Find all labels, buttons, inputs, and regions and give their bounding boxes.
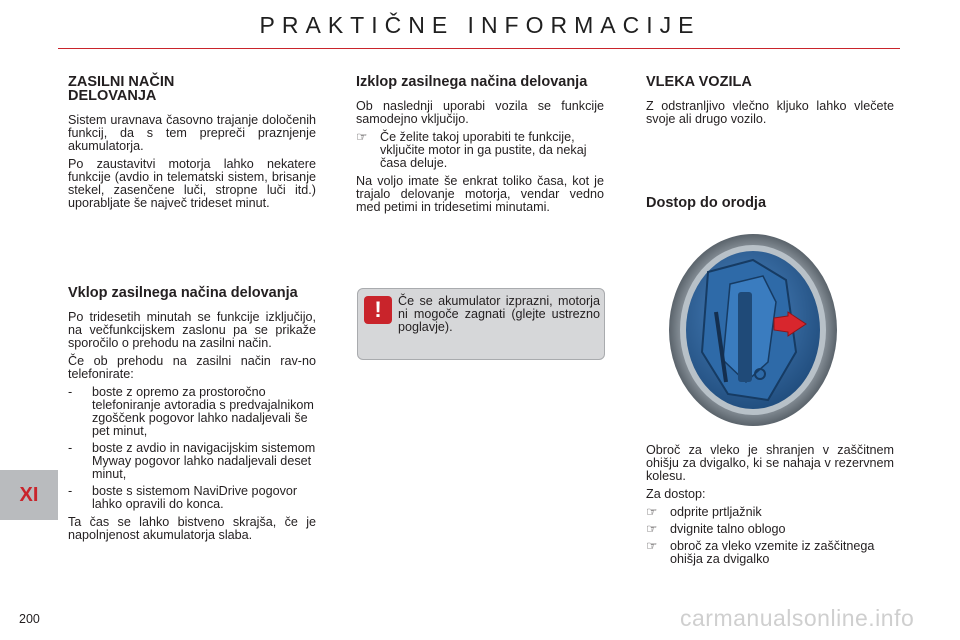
hand-pointer-icon: ☞ [356,130,368,144]
paragraph: Obroč za vleko je shranjen v zaščitnem ohišju za dvigalko, ki se nahaja v rezervnem kolesu. [646,443,894,483]
paragraph: Po tridesetih minutah se funkcije izključijo, na večfunkcijskem zaslonu pa se prikaže sporočilo o prehodu na zasilni način. [68,310,316,350]
chapter-tab: XI [0,470,58,520]
section-emergency-mode [68,75,316,215]
section-tool-access-heading [646,196,894,221]
section-towing [646,75,894,131]
paragraph: Če ob prehodu na zasilni način rav-no telefonirate: [68,354,316,381]
section-deactivation [356,75,604,219]
warning-text: Če se akumulator izprazni, motorja ni mogoče zagnati (glejte ustrezno poglavje). [398,294,600,334]
list-item-text: boste z avdio in navigacijskim sistemom Myway pogovor lahko nadaljevali deset minut, [92,441,316,481]
section-heading: VLEKA VOZILA [646,74,752,90]
paragraph: Na voljo imate še enkrat toliko časa, kot je trajalo delovanje motorja, vendar vedno med petimi in tridesetimi minutami. [356,174,604,214]
list-item-text: dvignite talno oblogo [670,522,786,536]
paragraph: Z odstranljivo vlečno kljuko lahko vlečete svoje ali drugo vozilo. [646,99,894,126]
paragraph: Po zaustavitvi motorja lahko nekatere funkcije (avdio in telematski sistem, brisanje stekel, zasenčene luči, stropne luči itd.) uporabljate še največ trideset minut. [68,157,316,210]
jack-shape [738,292,752,382]
page-number: 200 [19,612,40,626]
list-item [646,523,894,536]
header-divider [58,48,900,49]
list-item-text: odprite prtljažnik [670,505,762,519]
hand-pointer-icon: ☞ [646,505,658,519]
list-item [68,485,316,511]
section-heading: ZASILNI NAČIN DELOVANJA [68,74,175,104]
paragraph: Sistem uravnava časovno trajanje določenih funkcij, da s tem prepreči praznjenje akumulatorja. [68,113,316,153]
section-heading: Dostop do orodja [646,195,767,211]
bullet-list [646,506,894,566]
list-item [356,131,604,170]
list-item [68,386,316,438]
list-item [646,506,894,519]
list-item [68,442,316,481]
section-activation [68,286,316,547]
hand-pointer-icon: ☞ [646,539,658,553]
paragraph: Ob naslednji uporabi vozila se funkcije samodejno vključijo. [356,99,604,126]
list-item-text: obroč za vleko vzemite iz zaščitnega ohišja za dvigalko [670,539,875,566]
paragraph: Ta čas se lahko bistveno skrajša, če je napolnjenost akumulatorja slaba. [68,515,316,542]
list-item-text: boste s sistemom NaviDrive pogovor lahko opravili do konca. [92,484,298,511]
section-heading: Vklop zasilnega načina delovanja [68,285,298,301]
dash-marker: - [68,385,73,399]
warning-icon: ! [364,296,392,324]
page-title: PRAKTIČNE INFORMACIJE [259,12,701,38]
list-item [646,540,894,566]
hand-pointer-icon: ☞ [646,522,658,536]
list-item-text: boste z opremo za prostoročno telefoniranje avtoradia s predvajalnikom zgoščenk pogovor lahko nadaljevali še pet minut, [92,385,314,438]
warning-box [357,288,605,360]
watermark: carmanualsonline.info [680,605,915,631]
list-item-text: Če želite takoj uporabiti te funkcije, vključite motor in ga pustite, da nekaj časa deluje. [380,130,587,170]
spare-wheel-illustration [668,232,838,428]
bullet-list [356,131,604,170]
dash-marker: - [68,484,73,498]
paragraph: Za dostop: [646,487,706,501]
dash-list [68,386,316,511]
dash-marker: - [68,441,73,455]
section-heading: Izklop zasilnega načina delovanja [356,74,588,90]
section-tool-access [646,444,894,571]
